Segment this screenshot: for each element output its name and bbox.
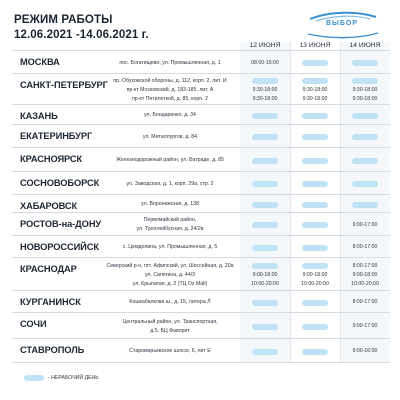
working-hours: 9:30-18:00	[352, 95, 378, 102]
city-name: КРАСНОЯРСК	[20, 154, 83, 164]
city-name: НОВОРОССИЙСК	[20, 242, 99, 252]
closed-day-marker-icon	[352, 181, 378, 187]
city-name: ЕКАТЕРИНБУРГ	[20, 131, 93, 141]
closed-day-marker-icon	[352, 78, 378, 84]
closed-day-marker-icon	[352, 158, 378, 164]
schedule-row	[12, 235, 390, 257]
working-hours: 9:30-18:00	[252, 86, 278, 93]
city-name: СТАВРОПОЛЬ	[20, 345, 85, 355]
closed-day-marker-icon	[252, 113, 278, 119]
address-text: Кошкабалкова ш., д. 15, литера Л	[129, 299, 211, 305]
closed-day-marker-icon	[352, 60, 378, 66]
address-text: ул. Заводская, д. 1, корп. 29а, стр. 2	[126, 180, 214, 187]
city-name: КАЗАНЬ	[20, 111, 58, 121]
closed-day-marker-icon	[252, 263, 278, 269]
closed-day-marker-icon	[302, 158, 328, 164]
closed-day-marker-icon	[302, 222, 328, 228]
address-text: с. Цемдолина, ул. Промышленная, д. 5	[122, 244, 218, 250]
working-hours: 08:00-15:00	[251, 59, 279, 66]
working-hours: 9:30-18:00	[352, 86, 378, 93]
title-line-2: 12.06.2021 -14.06.2021 г.	[14, 29, 149, 41]
working-hours: 9:00-18:00	[302, 271, 328, 278]
city-name: СОЧИ	[20, 319, 47, 329]
address-text: пос. Богатищево, ул. Промышленная, д. 1	[119, 59, 221, 66]
schedule-row	[12, 338, 390, 362]
closed-day-marker-icon	[352, 113, 378, 119]
working-hours: 9:00-18:00	[352, 271, 378, 278]
closed-day-marker-icon	[352, 202, 378, 208]
address-text: ул. Троллейбусная, д. 24/2в	[136, 226, 204, 232]
city-name: КУРГАНИНСК	[20, 297, 81, 307]
working-hours: 9:00-17:00	[352, 221, 378, 228]
closed-day-marker-icon	[302, 300, 328, 306]
address-text: Центральный район, ул. Транспортная,	[122, 318, 218, 325]
legend-text: - НЕРАБОЧИЙ ДЕНЬ	[48, 375, 99, 381]
date-header-2: 13 ИЮНЯ	[299, 42, 331, 49]
address-text: ул. Крылатая, д. 2 (ТЦ Oz Mall)	[132, 280, 208, 287]
address-text: ул. Сипягина, д. 44/3	[144, 271, 196, 278]
address-text: Железнодорожный район, ул. Батраде, д. 85	[116, 157, 224, 163]
address-text: ул. Металлургов, д. 84	[142, 133, 198, 140]
logo-text: ВЫБОР	[325, 20, 359, 27]
closed-day-marker-icon	[302, 263, 328, 269]
closed-day-marker-icon	[252, 158, 278, 164]
working-hours: 9:00-17:00	[352, 323, 378, 329]
table-bottom-border	[12, 362, 390, 363]
closed-day-marker-icon	[302, 245, 328, 251]
working-hours: 8:00-17:00	[352, 262, 378, 269]
closed-day-marker-icon	[252, 245, 278, 251]
schedule-row	[12, 171, 390, 194]
closed-day-marker-icon	[352, 134, 378, 140]
closed-day-marker-icon	[24, 375, 44, 381]
closed-day-marker-icon	[252, 181, 278, 187]
address-text: Первомайский район,	[143, 217, 197, 223]
schedule-row	[12, 73, 390, 104]
closed-day-marker-icon	[302, 78, 328, 84]
working-hours: 9:30-18:00	[302, 95, 328, 102]
working-hours: 10:00-20:00	[351, 280, 379, 287]
closed-day-marker-icon	[252, 202, 278, 208]
schedule-row	[12, 50, 390, 73]
working-hours: 9:30-18:00	[252, 95, 278, 102]
closed-day-marker-icon	[302, 349, 328, 355]
date-header-1: 12 ИЮНЯ	[249, 42, 281, 49]
city-name: МОСКВА	[20, 57, 60, 67]
working-hours: 9:00-16:00	[352, 348, 378, 354]
closed-day-marker-icon	[252, 300, 278, 306]
closed-day-marker-icon	[252, 222, 278, 228]
schedule-row	[12, 290, 390, 312]
city-name: СОСНОВОБОРСК	[20, 178, 100, 188]
closed-day-marker-icon	[302, 60, 328, 66]
address-text: д.5, БЦ Фаворит	[150, 327, 190, 334]
working-hours: 10:00-20:00	[251, 280, 279, 287]
address-text: пр-кт Пятилеткой, д. 85, корп. 2	[132, 95, 208, 102]
schedule-row	[12, 312, 390, 338]
city-name: РОСТОВ-на-ДОНУ	[20, 219, 102, 229]
page-title	[14, 13, 149, 43]
closed-day-marker-icon	[302, 134, 328, 140]
closed-day-marker-icon	[252, 349, 278, 355]
working-hours: 10:00-20:00	[301, 280, 329, 287]
schedule-row	[12, 147, 390, 171]
date-header-3: 14 ИЮНЯ	[349, 42, 381, 49]
closed-day-marker-icon	[252, 78, 278, 84]
closed-day-marker-icon	[252, 324, 278, 330]
working-hours: 9:00-18:00	[252, 271, 278, 278]
city-name: САНКТ-ПЕТЕРБУРГ	[20, 80, 108, 90]
address-text: Старомарьевское шоссе, 6, лит Е	[129, 348, 211, 354]
closed-day-marker-icon	[252, 134, 278, 140]
closed-day-marker-icon	[302, 113, 328, 119]
schedule-row	[12, 124, 390, 147]
schedule-row	[12, 257, 390, 290]
address-text: ул. Бондаренко, д. 34	[144, 112, 196, 118]
closed-day-marker-icon	[302, 324, 328, 330]
schedule-row	[12, 104, 390, 124]
working-hours: 8:00-17:00	[352, 299, 378, 305]
city-name: ХАБАРОВСК	[20, 201, 78, 211]
address-text: ул. Воронежская, д. 138	[141, 201, 199, 207]
working-hours: 9:30-18:00	[302, 86, 328, 93]
closed-day-marker-icon	[302, 181, 328, 187]
schedule-row	[12, 194, 390, 212]
brand-logo	[296, 10, 388, 40]
address-text: пр-кт Московский, д. 183-185, лит. А	[126, 86, 214, 93]
city-name: КРАСНОДАР	[20, 264, 77, 274]
title-line-1: РЕЖИМ РАБОТЫ	[14, 14, 113, 26]
closed-day-marker-icon	[302, 202, 328, 208]
working-hours: 8:00-17:00	[352, 244, 378, 250]
schedule-row	[12, 212, 390, 235]
address-text: пр. Обуховской обороны, д. 112, корп. 2, лит. И	[113, 77, 227, 84]
address-text: Северский р-н, пгт. Афипский, ул. Шоссейная, д. 20а	[106, 262, 234, 269]
